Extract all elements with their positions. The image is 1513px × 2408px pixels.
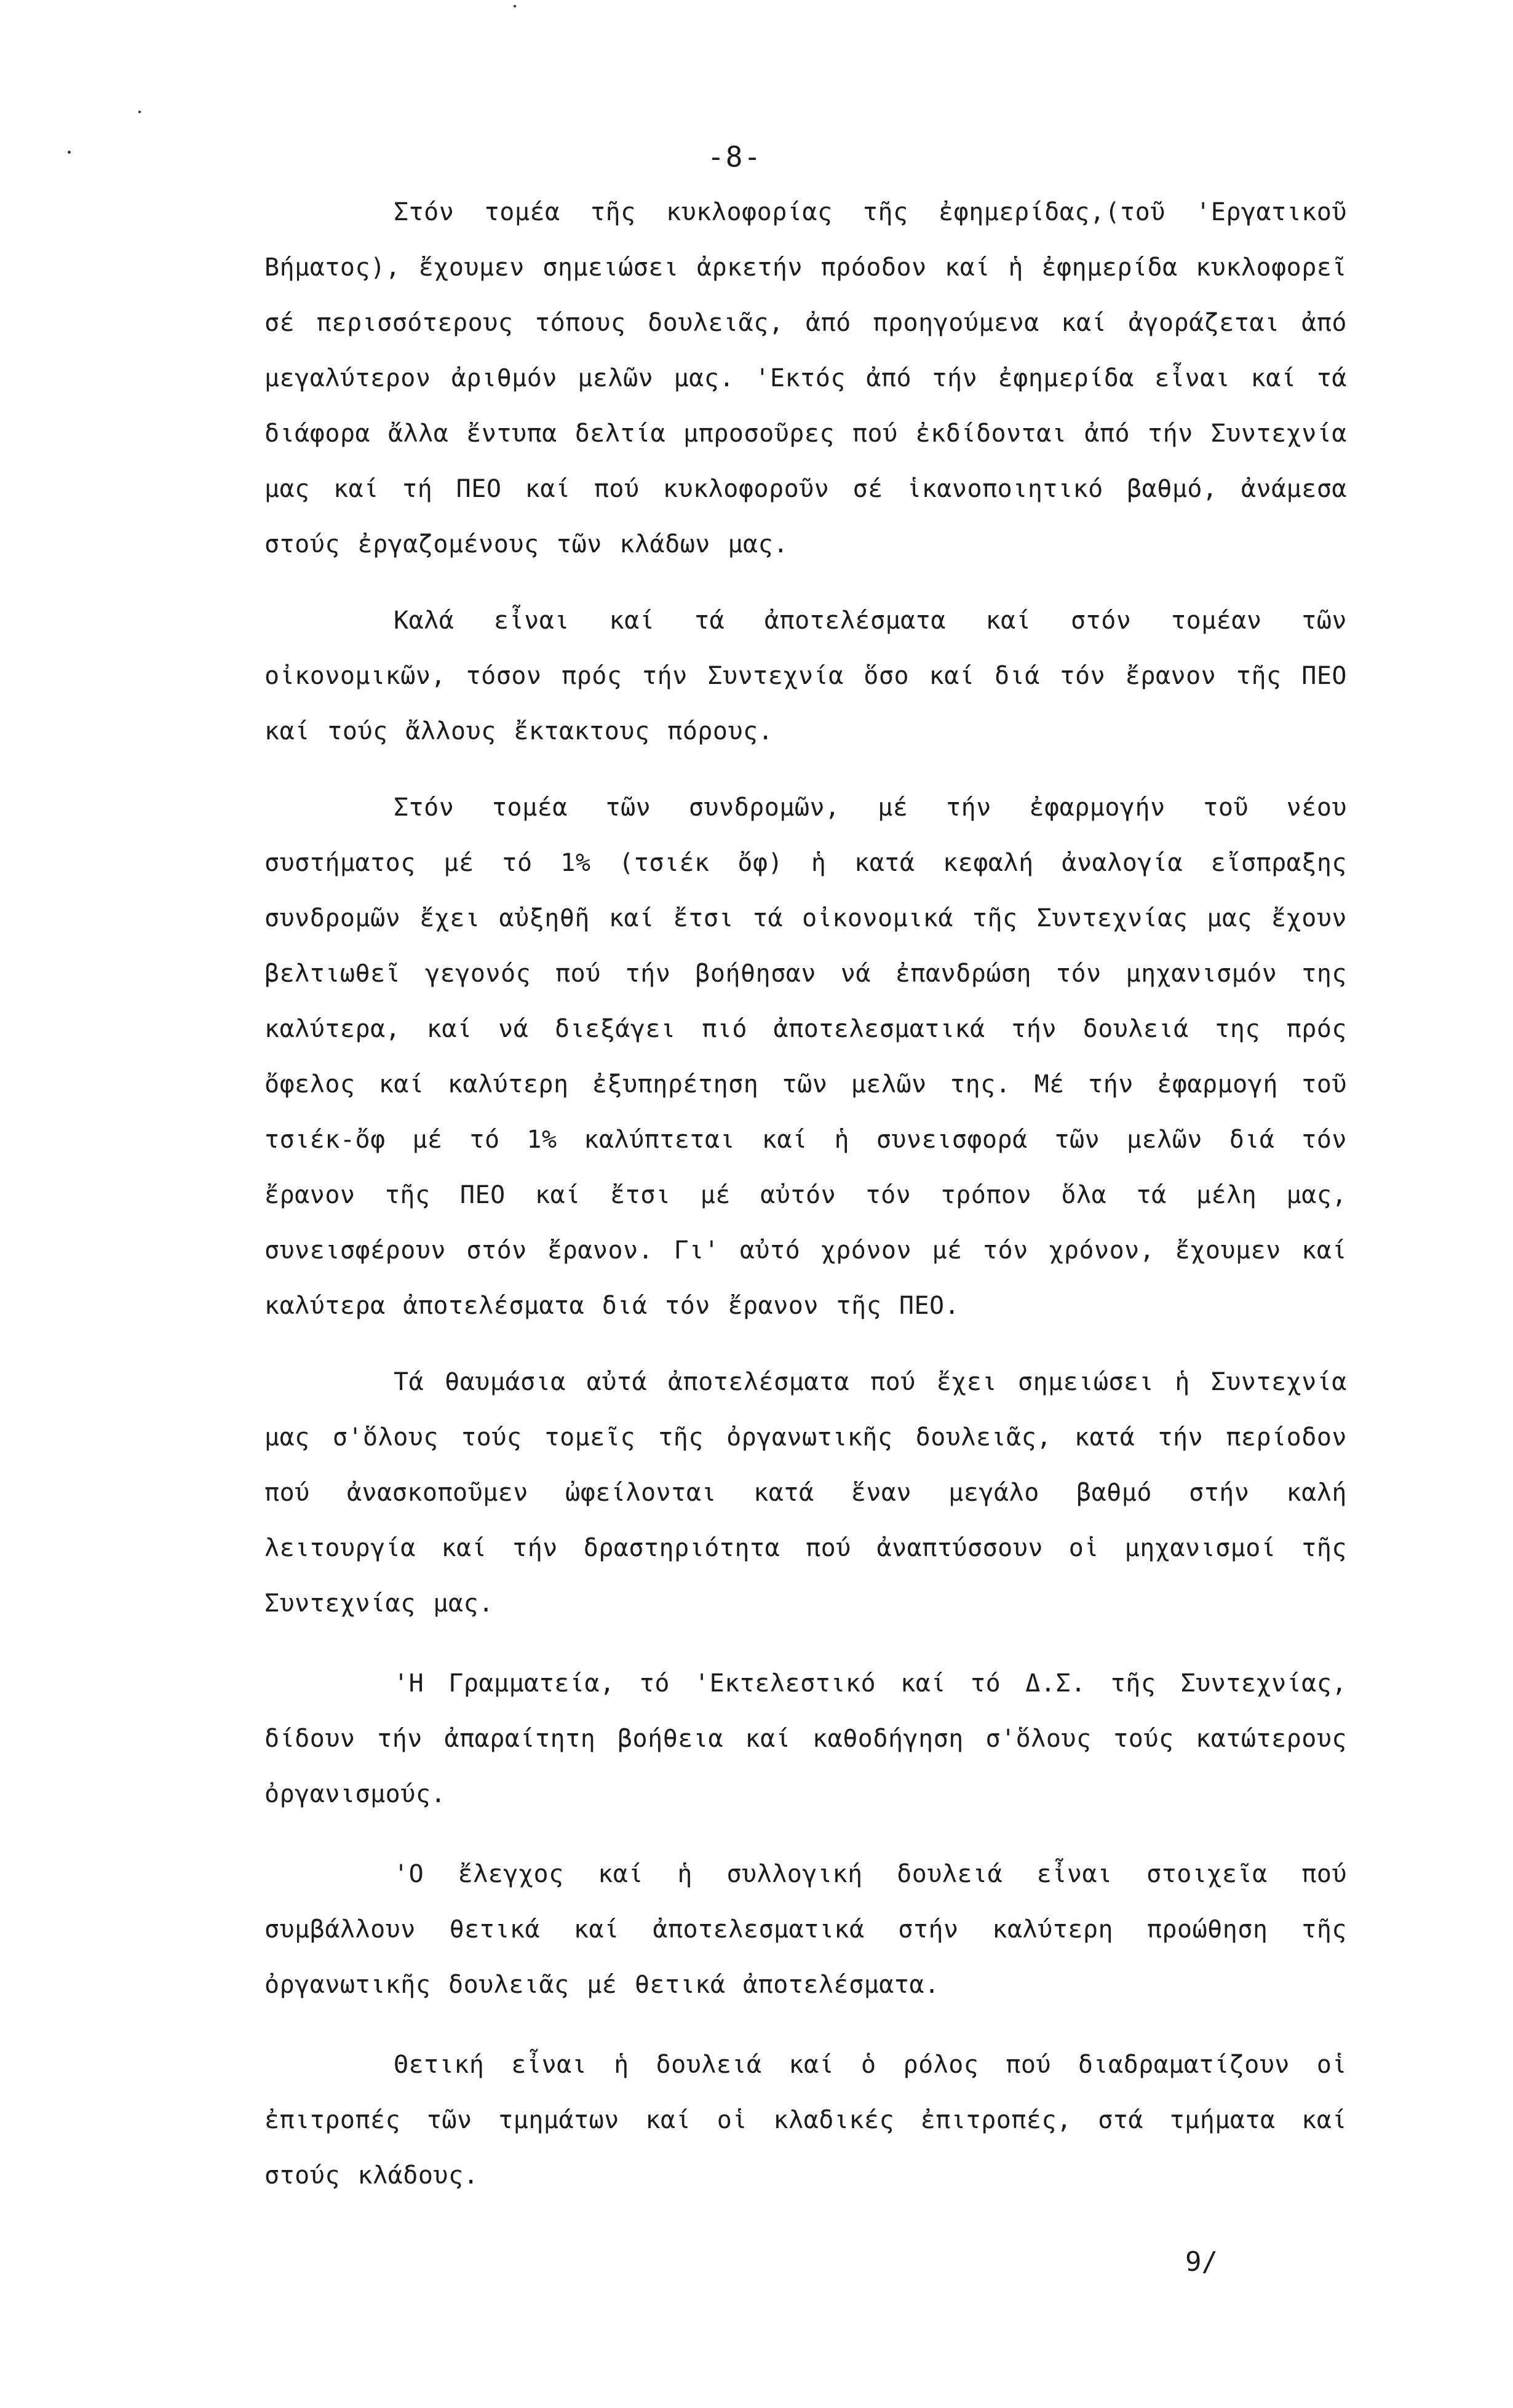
spacer — [264, 2203, 1347, 2246]
paragraph-results: Τά θαυμάσια αὐτά ἀποτελέσματα πού ἔχει σημειώσει ἡ Συντεχνία μας σ'ὅλους τούς τομεῖς τῆς ὀργανωτικῆς δουλειᾶς, κατά τήν περίοδον πού ἀνασκοποῦμεν ὠφείλονται κατά ἕναν μεγάλο βαθμό στήν καλή λειτουργία καί τήν δραστηριότητα πού ἀναπτύσσουν οἱ μηχανισμοί τῆς Συντεχνίας μας. — [264, 1368, 1347, 1618]
paragraph-control: 'Ο ἔλεγχος καί ἡ συλλογική δουλειά εἶναι στοιχεῖα πού συμβάλλουν θετικά καί ἀποτελεσματικά στήν καλύτερη προώθηση τῆς ὀργανωτικῆς δουλειᾶς μέ θετικά ἀποτελέσματα. — [264, 1860, 1347, 1999]
scan-speck — [138, 111, 141, 113]
paragraph-secretariat: 'Η Γραμματεία, τό 'Εκτελεστικό καί τό Δ.Σ. τῆς Συντεχνίας, δίδουν τήν ἀπαραίτητη βοήθεια καί καθοδήγηση σ'ὅλους τούς κατώτερους ὀργανισμούς. — [264, 1669, 1347, 1808]
paragraph-finances: Καλά εἶναι καί τά ἀποτελέσματα καί στόν τομέαν τῶν οἰκονομικῶν, τόσον πρός τήν Συντεχνία ὅσο καί διά τόν ἔρανον τῆς ΠΕΟ καί τούς ἄλλους ἔκτακτους πόρους. — [264, 606, 1347, 745]
scan-speck — [514, 5, 516, 7]
paragraph-committees: Θετική εἶναι ἡ δουλειά καί ὁ ρόλος πού διαδραματίζουν οἱ ἐπιτροπές τῶν τμημάτων καί οἱ κλαδικές ἐπιτροπές, στά τμήματα καί στούς κλάδους. — [264, 2051, 1347, 2190]
scan-speck — [68, 151, 71, 154]
paragraph-circulation: Στόν τομέα τῆς κυκλοφορίας τῆς ἐφημερίδας,(τοῦ 'Εργατικοῦ Βήματος), ἔχουμεν σημειώσει ἀρκετήν πρόοδον καί ἡ ἐφημερίδα κυκλοφορεῖ σέ περισσότερους τόπους δουλειᾶς, ἀπό προηγούμενα καί ἀγοράζεται ἀπό μεγαλύτερον ἀριθμόν μελῶν μας. 'Εκτός ἀπό τήν ἐφημερίδα εἶναι καί τά διάφορα ἄλλα ἔντυπα δελτία μπροσοῦρες πού ἐκδίδονται ἀπό τήν Συντεχνία μας καί τή ΠΕΟ καί πού κυκλοφοροῦν σέ ἱκανοποιητικό βαθμό, ἀνάμεσα στούς ἐργαζομένους τῶν κλάδων μας. — [264, 198, 1347, 558]
paragraph-subscriptions: Στόν τομέα τῶν συνδρομῶν, μέ τήν ἐφαρμογήν τοῦ νέου συστήματος μέ τό 1% (τσιέκ ὄφ) ἡ κατά κεφαλή ἀναλογία εἴσπραξης συνδρομῶν ἔχει αὐξηθῆ καί ἔτσι τά οἰκονομικά τῆς Συντεχνίας μας ἔχουν βελτιωθεῖ γεγονός πού τήν βοήθησαν νά ἐπανδρώση τόν μηχανισμόν της καλύτερα, καί νά διεξάγει πιό ἀποτελεσματικά τήν δουλειά της πρός ὄφελος καί καλύτερη ἐξυπηρέτηση τῶν μελῶν της. Μέ τήν ἐφαρμογή τοῦ τσιέκ-ὄφ μέ τό 1% καλύπτεται καί ἡ συνεισφορά τῶν μελῶν διά τόν ἔρανον τῆς ΠΕΟ καί ἔτσι μέ αὐτόν τόν τρόπον ὅλα τά μέλη μας, συνεισφέρουν στόν ἔρανον. Γι' αὐτό χρόνον μέ τόν χρόνον, ἔχουμεν καί καλύτερα ἀποτελέσματα διά τόν ἔρανον τῆς ΠΕΟ. — [264, 793, 1347, 1320]
continuation-mark: 9/ — [1185, 2246, 1218, 2278]
page-number: -8- — [707, 140, 763, 173]
body-text — [264, 185, 1347, 2278]
